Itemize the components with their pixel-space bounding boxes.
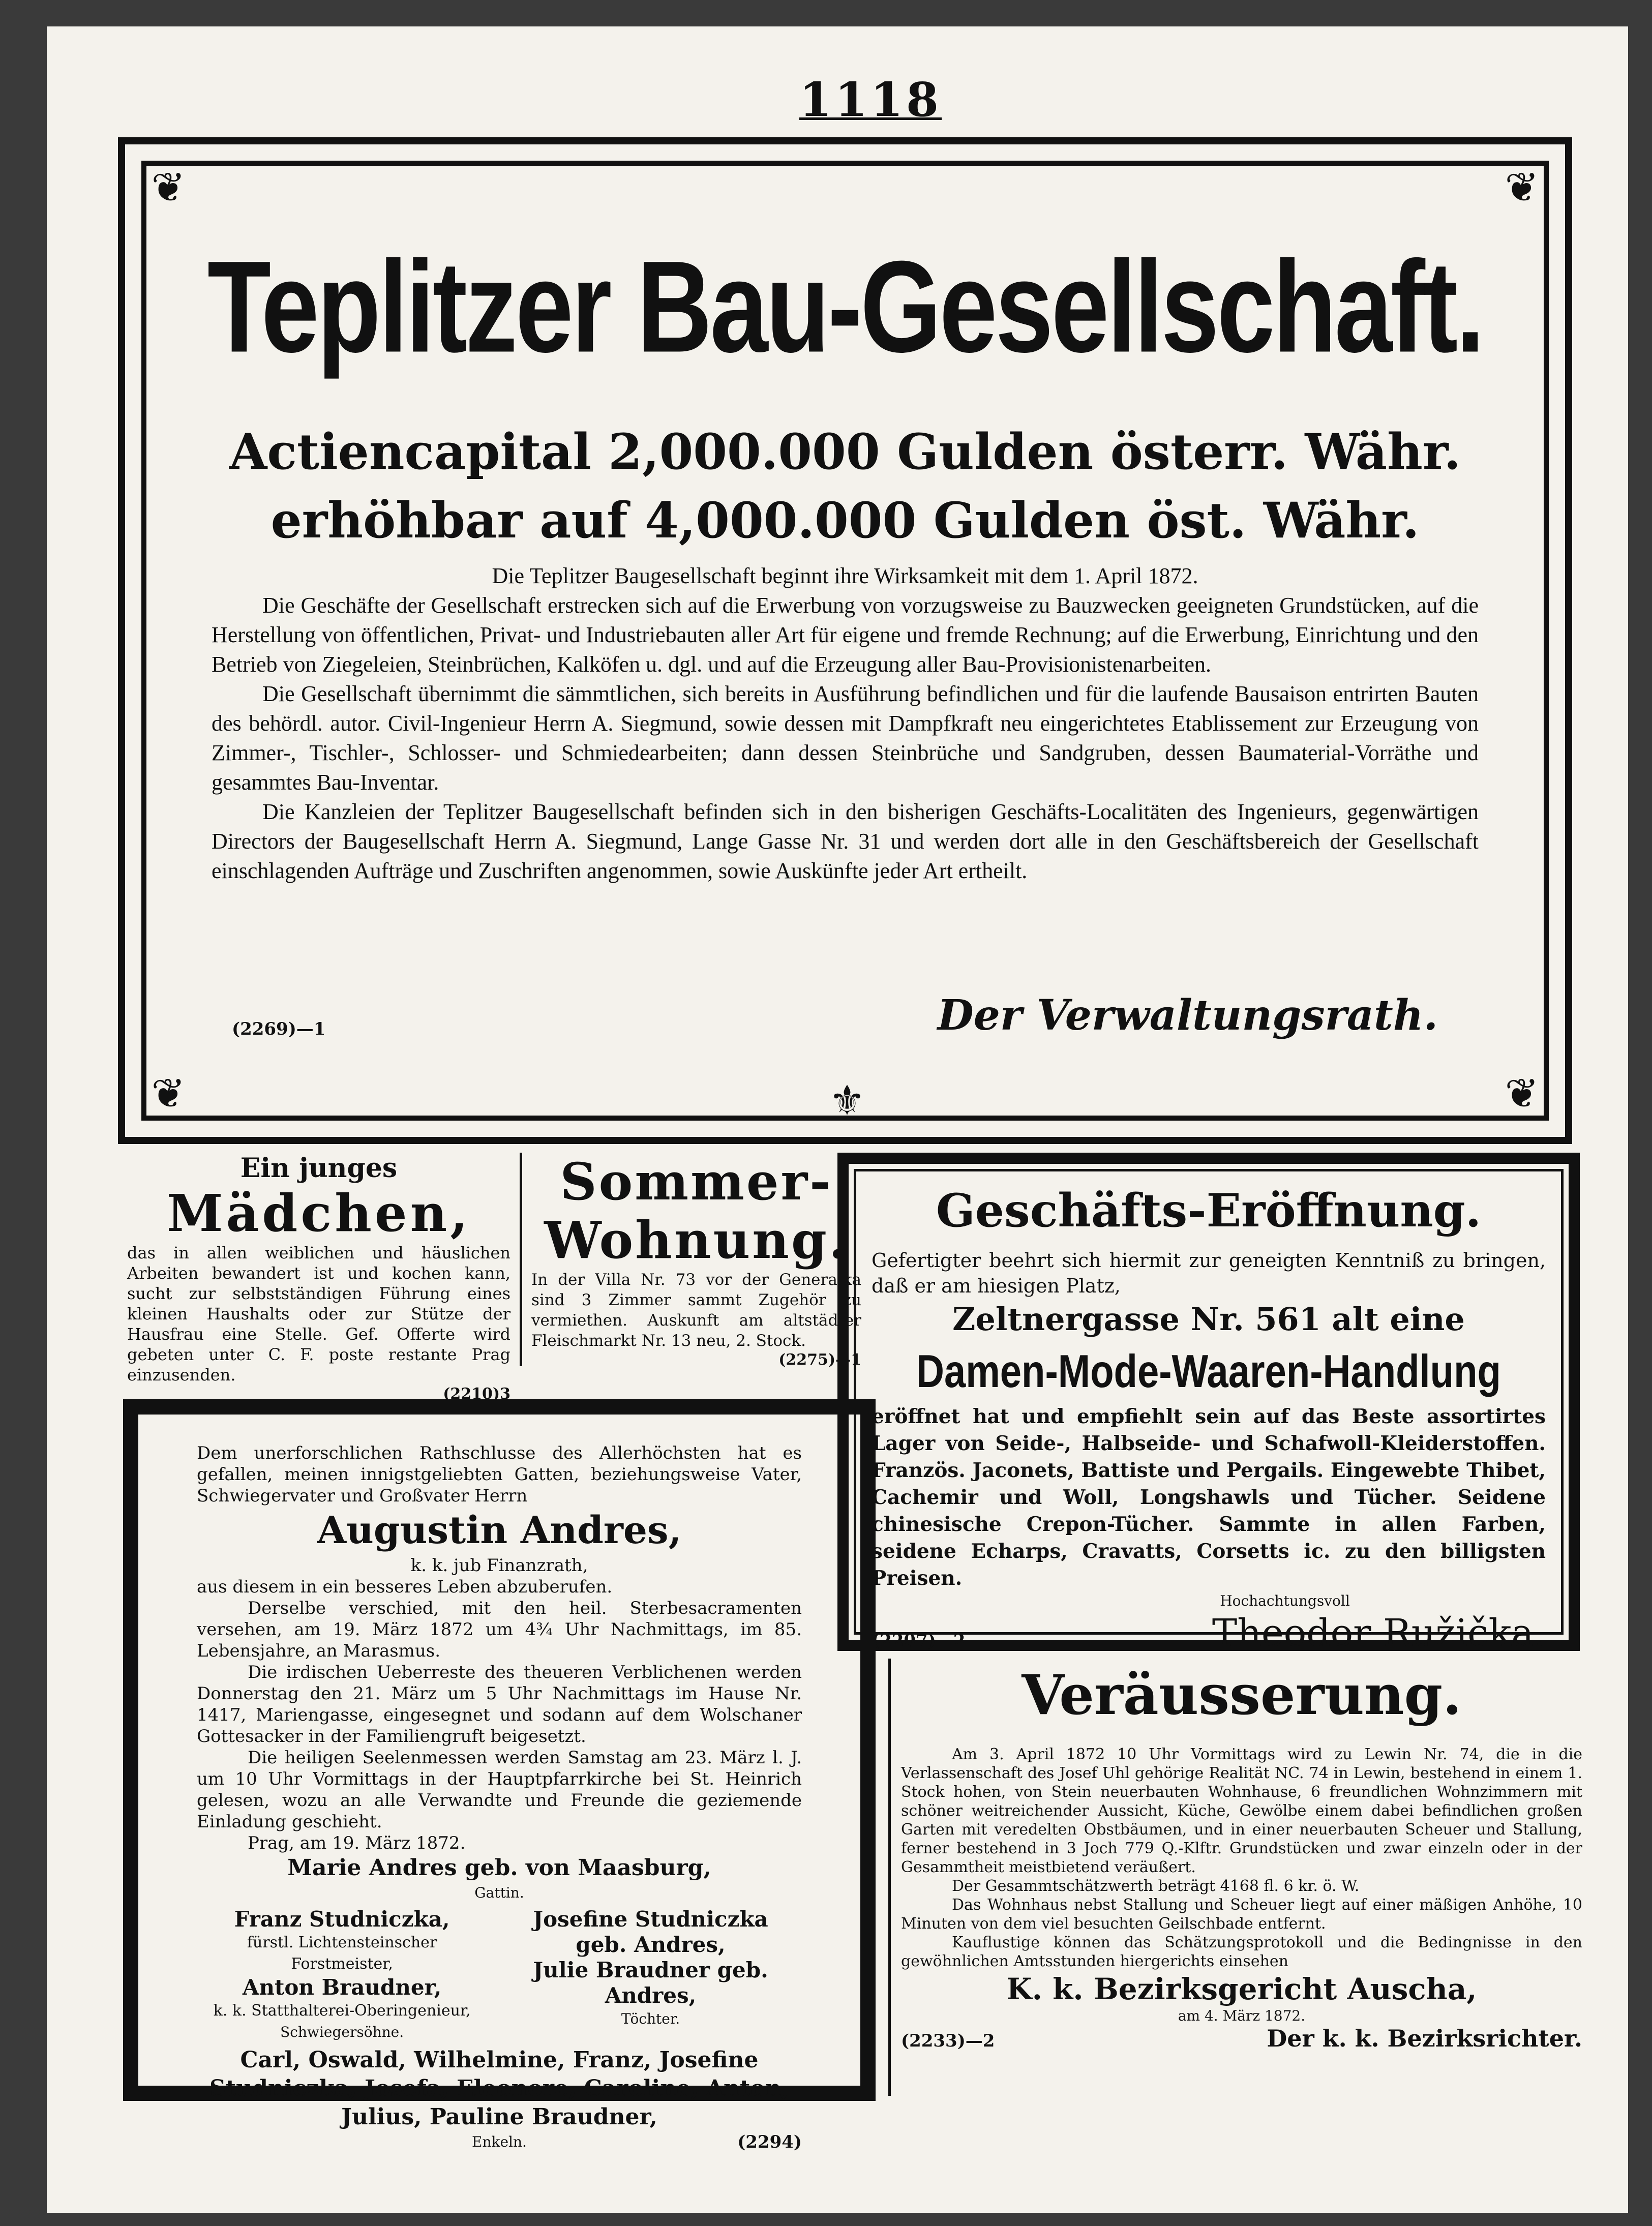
veraeusserung-date: am 4. März 1872. bbox=[1178, 2007, 1306, 2024]
veraeusserung-paragraph-3: Das Wohnhaus nebst Stallung und Scheuer liegt auf einer mäßigen Anhöhe, 10 Minuten von dem viel besuchten Geilschbade entfernt. bbox=[901, 1896, 1582, 1933]
wohnung-heading: Wohnung. bbox=[544, 1210, 849, 1270]
geschaeft-content bbox=[872, 1182, 1546, 1656]
page-number: 1118 bbox=[799, 72, 942, 127]
trauer-widow: Marie Andres geb. von Maasburg, bbox=[287, 1855, 711, 1881]
sommer-ref: (2275)—1 bbox=[778, 1351, 861, 1369]
veraeusserung-ref: (2233)—2 bbox=[901, 2031, 995, 2051]
bau-body bbox=[212, 561, 1479, 886]
trauer-son1-title: fürstl. Lichtensteinscher Forstmeister, bbox=[247, 1934, 437, 1973]
maedchen-ad bbox=[123, 1153, 515, 1403]
column-rule bbox=[520, 1153, 522, 1366]
trauer-called: aus diesem in ein besseres Leben abzuberufen. bbox=[197, 1577, 613, 1597]
geschaeft-ref: (2207)—2 bbox=[872, 1631, 966, 1651]
trauer-son2-title: k. k. Statthalterei-Oberingenieur, bbox=[213, 2002, 471, 2020]
bau-paragraph-4: Die Kanzleien der Teplitzer Baugesellschaft befinden sich in den bisherigen Geschäfts-Localitäten des Ingenieurs, gegenwärtigen Directors der Baugesellschaft Herrn A. Siegmund, Lange Gasse Nr. 31 und werden dort alle in den Geschäftsbereich der Gesellschaft einschlagenden Aufträge und Zuschriften angenommen, sowie Auskünfte jeder Art ertheilt. bbox=[212, 799, 1479, 883]
veraeusserung-judge: Der k. k. Bezirksrichter. bbox=[1267, 2025, 1582, 2052]
trauer-widow-role: Gattin. bbox=[474, 1884, 524, 1901]
trauer-paragraph-1: Derselbe verschied, mit den heil. Sterbesacramenten versehen, am 19. März 1872 um 4¾ Uhr Nachmittags, im 85. Lebensjahre, an Marasmus. bbox=[197, 1598, 802, 1661]
mourning-border bbox=[197, 1442, 802, 2152]
trauer-grandchildren-role: Enkeln. bbox=[472, 2133, 527, 2150]
trauer-notice bbox=[123, 1399, 876, 2152]
maedchen-ref: (2210)3 bbox=[443, 1385, 510, 1403]
maedchen-text: das in allen weiblichen und häuslichen Arbeiten bewandert ist und kochen kann, sucht zur selbstständigen Führung eines kleinen Haushalts oder zur Stütze der Hausfrau eine Stelle. Gef. Offerte wird gebeten unter C. F. poste restante Prag einzusenden. bbox=[127, 1243, 510, 1385]
trauer-paragraph-3: Die heiligen Seelenmessen werden Samstag am 23. März l. J. um 10 Uhr Vormittags in der Hauptpfarrkirche bei St. Heinrich gelesen, wozu an alle Verwandte und Freunde die geziemende Einladung geschieht. bbox=[197, 1748, 802, 1832]
maedchen-heading-small: Ein junges bbox=[240, 1153, 398, 1184]
ornament-icon: ❦ bbox=[1505, 164, 1539, 211]
trauer-sons-role: Schwiegersöhne. bbox=[280, 2024, 404, 2040]
bau-ref: (2269)—1 bbox=[232, 1019, 326, 1039]
capital-line: Actiencapital 2,000.000 Gulden österr. Währ. bbox=[229, 423, 1461, 480]
column-rule bbox=[888, 1659, 891, 2096]
veraeusserung-paragraph-4: Kauflustige können das Schätzungsprotokoll und die Bedingnisse in den gewöhnlichen Amtsstunden hiergerichts einsehen bbox=[901, 1934, 1582, 1970]
bau-paragraph-1: Die Teplitzer Baugesellschaft beginnt ihre Wirksamkeit mit dem 1. April 1872. bbox=[492, 563, 1198, 588]
trauer-daughter1-birth: geb. Andres, bbox=[576, 1932, 726, 1957]
bau-paragraph-2: Die Geschäfte der Gesellschaft erstrecken sich auf die Erwerbung von vorzugsweise zu Bauzwecken geeigneten Grundstücken, auf die Herstellung von öffentlichen, Privat- und Industriebauten aller Art für eigene und fremde Rechnung; auf die Erwerbung, Einrichtung und den Betrieb von Ziegeleien, Steinbrüchen, Kalköfen u. dgl. und auf die Erzeugung aller Bau-Provisionistenarbeiten. bbox=[212, 593, 1479, 677]
ornament-icon: ❦ bbox=[151, 1070, 186, 1117]
newspaper-page bbox=[47, 26, 1628, 2213]
trauer-intro: Dem unerforschlichen Rathschlusse des Allerhöchsten hat es gefallen, meinen innigstgeliebten Gatten, beziehungsweise Vater, Schwiegervater und Großvater Herrn bbox=[197, 1443, 802, 1506]
geschaeft-title: Geschäfts-Eröffnung. bbox=[936, 1184, 1482, 1238]
trauer-daughter2-name: Julie Braudner geb. Andres, bbox=[533, 1958, 768, 2008]
ornament-icon: ⚜ bbox=[829, 1077, 865, 1124]
sommer-wohnung-ad bbox=[527, 1152, 865, 1369]
geschaeft-text: eröffnet hat und empfiehlt sein auf das Beste assortirtes Lager von Seide-, Halbseide- und Schafwoll-Kleiderstoffen. Französ. Jaconets, Battiste und Pergails. Eingewebte Thibet, Cachemir und Woll, Longshawls und Tücher. Seidene chinesische Crepon-Tücher. Sammte in allen Farben, seidene Echarps, Cravatts, Corsetts ic. zu den billigsten Preisen. bbox=[872, 1405, 1546, 1590]
trauer-daughter1-name: Josefine Studniczka bbox=[533, 1907, 768, 1932]
ornament-icon: ❦ bbox=[1505, 1070, 1539, 1117]
bau-gesellschaft-ad bbox=[118, 137, 1572, 1144]
bau-signature: Der Verwaltungsrath. bbox=[937, 991, 1438, 1040]
geschaeft-intro: Gefertigter beehrt sich hiermit zur geneigten Kenntniß zu bringen, daß er am hiesigen Platz, bbox=[872, 1249, 1546, 1297]
trauer-rank: k. k. jub Finanzrath, bbox=[410, 1555, 588, 1576]
trauer-paragraph-2: Die irdischen Ueberreste des theueren Verblichenen werden Donnerstag den 21. März um 5 Uhr Nachmittags im Hause Nr. 1417, Mariengasse, eingesegnet und sodann auf dem Wolschaner Gottesacker in der Familiengruft beigesetzt. bbox=[197, 1662, 802, 1747]
veraeusserung-notice bbox=[901, 1661, 1582, 2093]
sommer-heading: Sommer- bbox=[560, 1152, 833, 1212]
geschaefts-eroeffnung-ad bbox=[837, 1153, 1580, 1655]
maedchen-heading-large: Mädchen, bbox=[166, 1183, 471, 1243]
trauer-son1-name: Franz Studniczka, bbox=[234, 1907, 450, 1932]
trauer-place-date: Prag, am 19. März 1872. bbox=[248, 1833, 466, 1853]
geschaeft-signature: Theodor Ružička. bbox=[1212, 1611, 1546, 1655]
increase-line: erhöhbar auf 4,000.000 Gulden öst. Währ. bbox=[271, 492, 1420, 549]
veraeusserung-title: Veräusserung. bbox=[1022, 1663, 1462, 1727]
trauer-grandchildren: Carl, Oswald, Wilhelmine, Franz, Josefine Studniczka, Josefa, Eleonore, Caroline, Anton, Julius, Pauline Braudner, bbox=[209, 2047, 789, 2130]
sommer-text: In der Villa Nr. 73 vor der Generalka sind 3 Zimmer sammt Zugehör zu vermiethen. Auskunft am altstädter Fleischmarkt Nr. 13 neu, 2. Stock. bbox=[531, 1271, 861, 1350]
veraeusserung-paragraph-1: Am 3. April 1872 10 Uhr Vormittags wird zu Lewin Nr. 74, die in die Verlassenschaft des Josef Uhl gehörige Realität NC. 74 in Lewin, bestehend in einem 1. Stock hohen, von Stein neuerbauten Wohnhause, 6 freundlichen Wohnzimmern mit schöner weitreichender Aussicht, Küche, Gewölbe einem dabei befindlichen großen Garten mit veredelten Obstbäumen, und in einer neuerbauten Scheuer und Stallung, ferner bestehend in 3 Joch 779 Q.-Klftr. Grundstücken und zwar einzeln oder in der Gesammtheit meistbietend veräußert. bbox=[901, 1746, 1582, 1876]
trauer-son2-name: Anton Braudner, bbox=[242, 1975, 442, 2000]
ornament-icon: ❦ bbox=[151, 164, 186, 211]
veraeusserung-court: K. k. Bezirksgericht Auscha, bbox=[1006, 1972, 1477, 2006]
trauer-ref: (2294) bbox=[737, 2132, 802, 2152]
bau-paragraph-3: Die Gesellschaft übernimmt die sämmtlichen, sich bereits in Ausführung befindlichen und für die laufende Bausaison entrirten Bauten des behördl. autor. Civil-Ingenieur Herrn A. Siegmund, sowie dessen mit Dampfkraft neu eingerichtetes Etablissement zur Erzeugung von Zimmer-, Tischler-, Schlosser- und Schmiedearbeiten; dann dessen Steinbrüche und Sandgruben, dessen Baumaterial-Vorräthe und gesammtes Bau-Inventar. bbox=[212, 681, 1479, 795]
veraeusserung-paragraph-2: Der Gesammtschätzwerth beträgt 4168 fl. 6 kr. ö. W. bbox=[952, 1877, 1360, 1895]
trauer-name: Augustin Andres, bbox=[317, 1509, 682, 1552]
trauer-daughters-role: Töchter. bbox=[621, 2010, 680, 2027]
geschaeft-greeting: Hochachtungsvoll bbox=[1220, 1592, 1350, 1609]
geschaeft-address: Zeltnergasse Nr. 561 alt eine bbox=[952, 1301, 1465, 1338]
bau-title: Teplitzer Bau-Gesellschaft. bbox=[207, 234, 1483, 380]
geschaeft-shop-name: Damen-Mode-Waaren-Handlung bbox=[916, 1345, 1501, 1398]
